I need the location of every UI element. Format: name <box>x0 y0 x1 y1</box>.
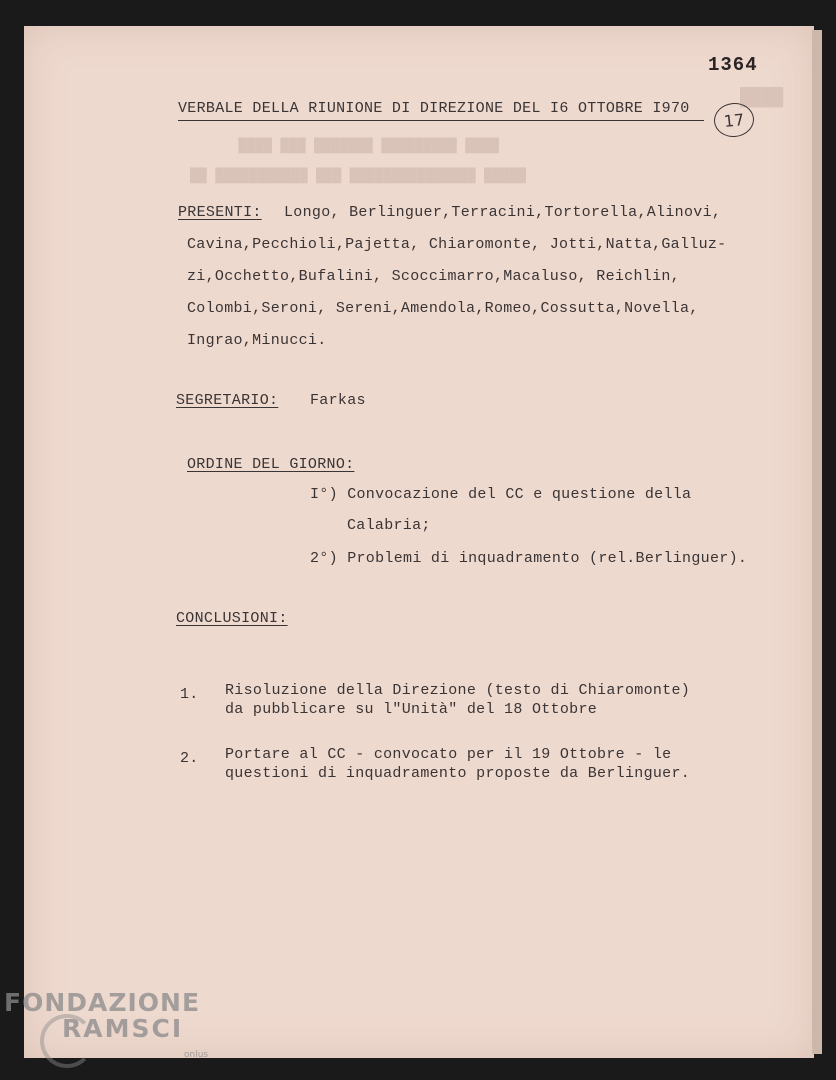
segretario-label: SEGRETARIO: <box>176 392 279 409</box>
handwritten-annotation: 17 <box>712 101 755 139</box>
presenti-line: Cavina,Pecchioli,Pajetta, Chiaromonte, Jotti,Natta,Galluz- <box>187 236 727 253</box>
odg-item: I°) Convocazione del CC e questione della <box>310 486 692 503</box>
document-page <box>24 26 814 1058</box>
conclusion-number: 1. <box>180 686 199 703</box>
segretario-value: Farkas <box>310 392 366 409</box>
presenti-line: zi,Occhetto,Bufalini, Scoccimarro,Macaluso, Reichlin, <box>187 268 680 285</box>
conclusion-text: da pubblicare su l"Unità" del 18 Ottobre <box>225 701 598 718</box>
conclusion-text: Portare al CC - convocato per il 19 Ottobre - le <box>225 746 672 763</box>
conclusion-text: questioni di inquadramento proposte da Berlinguer. <box>225 765 691 782</box>
logo-line-2: RAMSCI <box>62 1014 184 1043</box>
odg-item-continuation: Calabria; <box>347 517 431 534</box>
page-number: 1364 <box>708 54 758 76</box>
logo-line-1: FONDAZIONE <box>4 988 201 1017</box>
presenti-label: PRESENTI: <box>178 204 262 221</box>
page-edge <box>812 30 822 1054</box>
conclusion-text: Risoluzione della Direzione (testo di Chiaromonte) <box>225 682 691 699</box>
fondazione-gramsci-logo <box>4 988 209 1060</box>
presenti-line: Colombi,Seroni, Sereni,Amendola,Romeo,Cossutta,Novella, <box>187 300 699 317</box>
logo-line-3: onlus <box>184 1050 209 1060</box>
odg-item: 2°) Problemi di inquadramento (rel.Berlinguer). <box>310 550 748 567</box>
conclusioni-label: CONCLUSIONI: <box>176 610 288 627</box>
title-underline <box>178 120 704 121</box>
presenti-line: Ingrao,Minucci. <box>187 332 327 349</box>
document-title: VERBALE DELLA RIUNIONE DI DIREZIONE DEL I6 OTTOBRE I970 <box>178 100 690 117</box>
odg-label: ORDINE DEL GIORNO: <box>187 456 355 473</box>
conclusion-number: 2. <box>180 750 199 767</box>
presenti-line: Longo, Berlinguer,Terracini,Tortorella,Alinovi, <box>284 204 722 221</box>
